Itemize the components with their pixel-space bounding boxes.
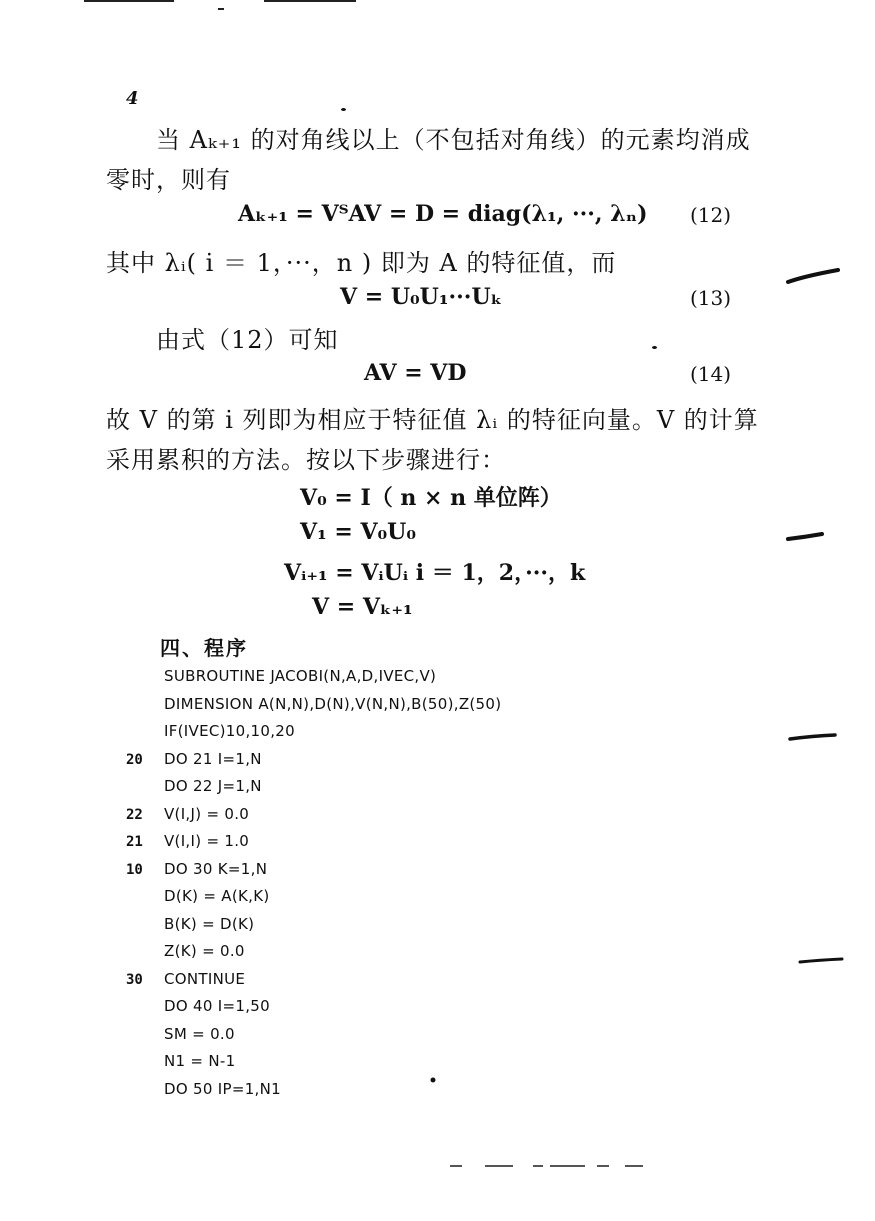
- code-line: [126, 692, 726, 720]
- equation-13-number: (13): [690, 286, 732, 310]
- step-3: Vᵢ₊₁ = VᵢUᵢ i ＝ 1，2，···，k: [284, 560, 586, 586]
- code-line-label: 30: [126, 971, 143, 988]
- code-line-label: 10: [126, 861, 143, 878]
- code-line: [126, 802, 726, 830]
- code-line-text: IF(IVEC)10,10,20: [164, 722, 295, 740]
- step-1: V₀ = I（ n × n 单位阵）: [300, 485, 562, 511]
- code-line: [126, 857, 726, 885]
- code-line: [126, 774, 726, 802]
- paragraph-4-line-2: 采用累积的方法。按以下步骤进行：: [106, 446, 506, 474]
- code-listing: [126, 664, 726, 1104]
- code-line: [126, 829, 726, 857]
- section-heading: 四、程序: [160, 636, 248, 660]
- code-line: [126, 719, 726, 747]
- code-line: [126, 939, 726, 967]
- code-line-text: D(K) = A(K,K): [164, 887, 270, 905]
- code-line: [126, 1077, 726, 1105]
- code-line-text: DO 30 K=1,N: [164, 859, 268, 878]
- code-line-text: CONTINUE: [164, 969, 246, 988]
- code-line: [126, 747, 726, 775]
- code-line-text: V(I,I) = 1.0: [164, 832, 250, 850]
- bottom-scan-fragments: [450, 1165, 643, 1167]
- equation-12-number: (12): [690, 203, 732, 227]
- scan-dot: [652, 346, 657, 349]
- code-line: [126, 994, 726, 1022]
- margin-mark: [788, 534, 822, 539]
- paragraph-2: 其中 λᵢ( i ＝ 1，···，n ) 即为 A 的特征值，而: [106, 249, 617, 277]
- code-line-label: 20: [126, 751, 143, 768]
- paragraph-4-line-1: 故 V 的第 i 列即为相应于特征值 λᵢ 的特征向量。V 的计算: [106, 406, 759, 434]
- code-line: [126, 884, 726, 912]
- code-line: [126, 912, 726, 940]
- code-line-text: B(K) = D(K): [164, 914, 255, 933]
- margin-mark: [800, 959, 842, 962]
- top-rule-left: [84, 0, 174, 2]
- code-line-text: N1 = N-1: [164, 1052, 236, 1070]
- code-line-text: DO 21 I=1,N: [164, 749, 262, 768]
- paragraph-1-line-2: 零时，则有: [106, 166, 231, 194]
- margin-mark: [788, 270, 838, 282]
- code-line-text: SUBROUTINE JACOBI(N,A,D,IVEC,V): [164, 667, 437, 685]
- equation-12: Aₖ₊₁ = VᵀAV = D = diag(λ₁, ···, λₙ): [238, 201, 648, 227]
- equation-14: AV = VD: [364, 360, 467, 386]
- code-line: [126, 664, 726, 692]
- code-line: [126, 1022, 726, 1050]
- code-line-text: Z(K) = 0.0: [164, 942, 245, 960]
- scan-dot: [341, 108, 346, 111]
- code-line: [126, 1049, 726, 1077]
- code-line-label: 22: [126, 806, 143, 823]
- page-number: 4: [126, 88, 139, 109]
- code-line-text: V(I,J) = 0.0: [164, 804, 250, 823]
- code-line-text: SM = 0.0: [164, 1024, 235, 1043]
- step-2: V₁ = V₀U₀: [300, 519, 416, 545]
- code-line-text: DIMENSION A(N,N),D(N),V(N,N),B(50),Z(50): [164, 694, 502, 713]
- top-rule-mid: [218, 8, 224, 10]
- margin-mark: [790, 735, 835, 739]
- code-line: [126, 967, 726, 995]
- paragraph-3: 由式（12）可知: [156, 326, 339, 354]
- code-line-label: 21: [126, 834, 143, 850]
- code-line-text: DO 50 IP=1,N1: [164, 1079, 281, 1098]
- equation-14-number: (14): [690, 362, 732, 386]
- code-line-text: DO 22 J=1,N: [164, 777, 262, 795]
- equation-13: V = U₀U₁···Uₖ: [340, 284, 503, 310]
- code-line-text: DO 40 I=1,50: [164, 997, 270, 1015]
- step-4: V = Vₖ₊₁: [312, 594, 413, 620]
- top-rule-right: [264, 0, 356, 2]
- paragraph-1-line-1: 当 Aₖ₊₁ 的对角线以上（不包括对角线）的元素均消成: [156, 126, 751, 154]
